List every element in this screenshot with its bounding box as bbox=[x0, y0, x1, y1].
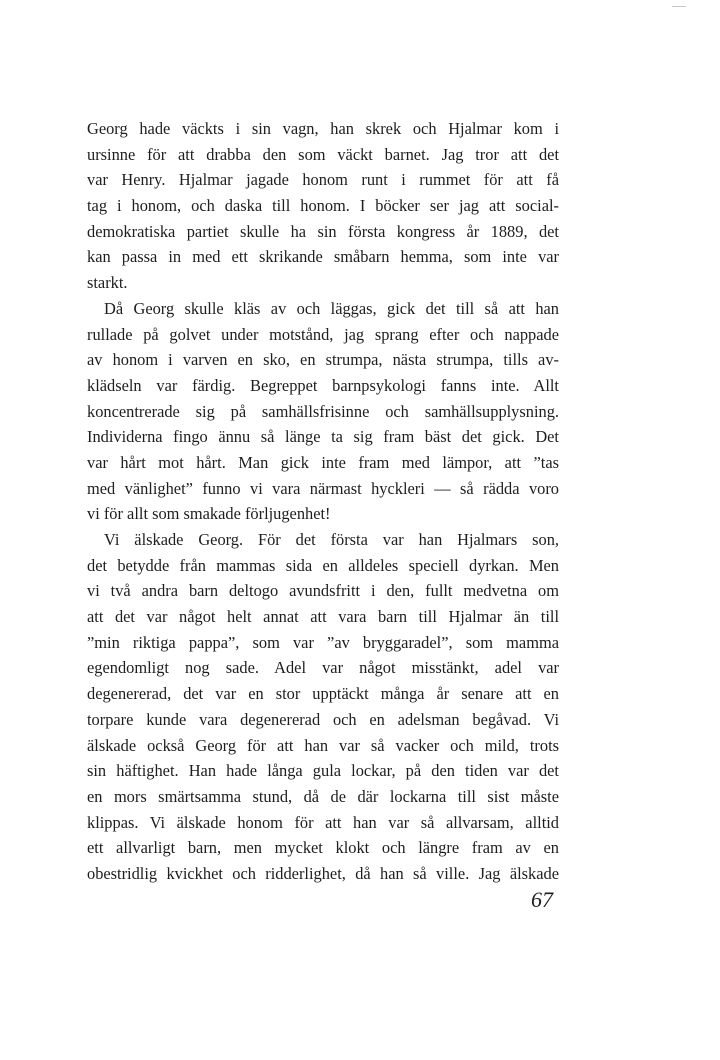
paragraph-start-line: Då Georg skulle kläs av och läggas, gick det till så att han bbox=[104, 298, 559, 318]
text-line: ett allvarligt barn, men mycket klokt och längre fram av en bbox=[87, 838, 559, 858]
text-line: var Henry. Hjalmar jagade honom runt i rummet för att få bbox=[87, 170, 559, 190]
paragraph-end-line: vi för allt som smakade förljugenhet! bbox=[87, 504, 331, 524]
text-line: vi två andra barn deltogo avundsfritt i den, fullt medvetna om bbox=[87, 581, 559, 601]
text-line: var hårt mot hårt. Man gick inte fram med lämpor, att ”tas bbox=[87, 452, 559, 472]
text-line: torpare kunde vara degenererad och en adelsman begåvad. Vi bbox=[87, 709, 559, 729]
body-text bbox=[87, 116, 559, 887]
text-line: med vänlighet” funno vi vara närmast hyckleri — så rädda voro bbox=[87, 478, 559, 498]
text-line: obestridlig kvickhet och ridderlighet, då han så ville. Jag älskade bbox=[87, 863, 559, 883]
text-line: kan passa in med ett skrikande småbarn hemma, som inte var bbox=[87, 247, 559, 267]
text-line: koncentrerade sig på samhällsfrisinne och samhällsupplysning. bbox=[87, 401, 559, 421]
text-line: ursinne för att drabba den som väckt barnet. Jag tror att det bbox=[87, 144, 559, 164]
text-line: ”min riktiga pappa”, som var ”av bryggaradel”, som mamma bbox=[87, 632, 559, 652]
text-line: klädseln var färdig. Begreppet barnpsykologi fanns inte. Allt bbox=[87, 375, 559, 395]
text-line: Individerna fingo ännu så länge ta sig fram bäst det gick. Det bbox=[87, 427, 559, 447]
text-line: av honom i varven en sko, en strumpa, nästa strumpa, tills av- bbox=[87, 350, 559, 370]
text-line: tag i honom, och daska till honom. I böcker ser jag att social- bbox=[87, 196, 559, 216]
text-line: sin häftighet. Han hade långa gula lockar, på den tiden var det bbox=[87, 761, 559, 781]
page-number: 67 bbox=[531, 887, 553, 912]
text-line: klippas. Vi älskade honom för att han var så allvarsam, alltid bbox=[87, 812, 559, 832]
text-line: älskade också Georg för att han var så vacker och mild, trots bbox=[87, 735, 559, 755]
text-line: demokratiska partiet skulle ha sin första kongress år 1889, det bbox=[87, 221, 559, 241]
text-line: degenererad, det var en stor upptäckt många år senare att en bbox=[87, 684, 559, 704]
text-line: en mors smärtsamma stund, då de där lockarna till sist måste bbox=[87, 786, 559, 806]
text-line: egendomligt nog sade. Adel var något misstänkt, adel var bbox=[87, 658, 559, 678]
text-line: det betydde från mammas sida en alldeles speciell dyrkan. Men bbox=[87, 555, 559, 575]
text-line: att det var något helt annat att vara barn till Hjalmar än till bbox=[87, 607, 559, 627]
text-line: Georg hade väckts i sin vagn, han skrek och Hjalmar kom i bbox=[87, 119, 559, 138]
paragraph-end-line: starkt. bbox=[87, 273, 128, 293]
corner-mark bbox=[672, 6, 686, 7]
text-line: rullade på golvet under motstånd, jag sprang efter och nappade bbox=[87, 324, 559, 344]
paragraph-start-line: Vi älskade Georg. För det första var han Hjalmars son, bbox=[104, 530, 559, 549]
